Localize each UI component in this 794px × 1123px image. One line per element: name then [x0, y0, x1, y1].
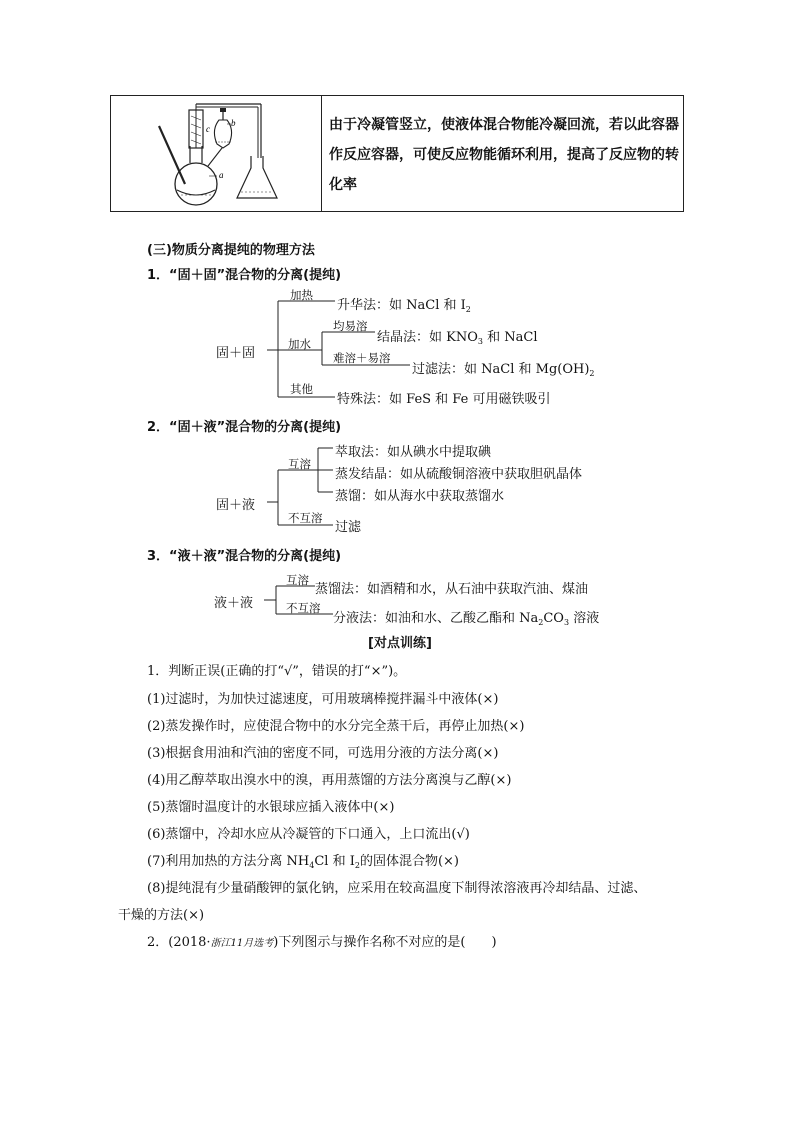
tree1-leaf-sublimation	[337, 294, 471, 314]
sub2-title: 2．“固＋液”混合物的分离(提纯)	[147, 420, 342, 435]
subscript-3: 3	[477, 337, 483, 346]
tree2-leaf-filter: 过滤	[335, 520, 362, 535]
tree1-label-insoluble-soluble: 难溶＋易溶	[333, 351, 391, 365]
tree1-leaf-special: 特殊法：如 FeS 和 Fe 可用磁铁吸引	[337, 392, 551, 407]
tree3-leaf-separation-mid: CO	[543, 611, 564, 626]
subscript-4: 4	[309, 861, 315, 870]
tree1-label-soluble: 均易溶	[333, 319, 368, 333]
section-heading: (三)物质分离提纯的物理方法	[147, 243, 315, 258]
table-description: 由于冷凝管竖立，使液体混合物能冷凝回流，若以此容器作反应容器，可使反应物能循环利用，提高了反应物的转化率	[329, 117, 679, 193]
tree1-leaf-crystallization	[377, 326, 537, 346]
q1-item-7-mid: Cl 和 I	[314, 854, 355, 869]
q2-pre: 2．(2018·	[147, 935, 211, 950]
sub3-title: 3．“液＋液”混合物的分离(提纯)	[147, 549, 342, 564]
tree1-label-water: 加水	[288, 337, 311, 351]
tree2-label-miscible: 互溶	[288, 457, 311, 471]
sub1-title: 1．“固＋固”混合物的分离(提纯)	[147, 268, 342, 283]
subscript-3b: 3	[563, 618, 570, 627]
q1-item-8-line2: 干燥的方法(×)	[118, 908, 205, 923]
label-a: a	[219, 170, 224, 180]
q1-item-3: (3)根据食用油和汽油的密度不同，可选用分液的方法分离(×)	[147, 746, 499, 761]
subscript-2c: 2	[538, 618, 544, 627]
tree3-leaf-separation-after: 溶液	[569, 611, 600, 626]
q1-item-4: (4)用乙醇萃取出溴水中的溴，再用蒸馏的方法分离溴与乙醇(×)	[147, 773, 512, 788]
tree1-leaf-sublimation-text: 升华法：如 NaCl 和 I	[337, 298, 466, 313]
q2-source: 浙江11月选考	[210, 938, 274, 949]
q2	[147, 931, 497, 950]
subscript-2: 2	[465, 305, 471, 314]
tree2-leaf-extraction: 萃取法：如从碘水中提取碘	[335, 445, 492, 460]
tree3-label-immiscible: 不互溶	[286, 601, 321, 615]
tree1-root: 固＋固	[216, 346, 256, 361]
q1-item-7-pre: (7)利用加热的方法分离 NH	[147, 854, 310, 869]
tree2-root: 固＋液	[216, 498, 256, 513]
tree3-leaf-separation	[333, 607, 599, 627]
tree1-leaf-filtration	[412, 358, 595, 378]
tree2-leaf-evaporation: 蒸发结晶：如从硫酸铜溶液中获取胆矾晶体	[335, 467, 583, 482]
tree3-label-miscible: 互溶	[286, 573, 309, 587]
tree3-leaf-distillation: 蒸馏法：如酒精和水，从石油中获取汽油、煤油	[315, 582, 589, 597]
tree1-label-heat: 加热	[290, 288, 313, 302]
q1-item-6: (6)蒸馏中，冷却水应从冷凝管的下口通入，上口流出(√)	[147, 827, 470, 842]
q1-item-8-line1: (8)提纯混有少量硝酸钾的氯化钠，应采用在较高温度下制得浓溶液再冷却结晶、过滤、	[147, 881, 647, 896]
tree1-leaf-crystallization-text: 结晶法：如 KNO	[377, 330, 478, 345]
label-c: c	[206, 124, 210, 134]
q1-item-1: (1)过滤时，为加快过滤速度，可用玻璃棒搅拌漏斗中液体(×)	[147, 692, 499, 707]
tree3-root: 液＋液	[214, 596, 254, 611]
training-title: [对点训练]	[368, 636, 432, 651]
q1-item-5: (5)蒸馏时温度计的水银球应插入液体中(×)	[147, 800, 395, 815]
tree1-leaf-crystallization-after: 和 NaCl	[482, 330, 538, 345]
q2-post: )下列图示与操作名称不对应的是( )	[273, 935, 497, 950]
subscript-2b: 2	[589, 369, 595, 378]
tree3-leaf-separation-text: 分液法：如油和水、乙酸乙酯和 Na	[333, 611, 539, 626]
tree1-label-other: 其他	[290, 382, 313, 396]
tree1-leaf-filtration-text: 过滤法：如 NaCl 和 Mg(OH)	[412, 362, 590, 377]
q1-item-2: (2)蒸发操作时，应使混合物中的水分完全蒸干后，再停止加热(×)	[147, 719, 525, 734]
q1-item-7-post: 的固体混合物(×)	[359, 854, 460, 869]
q1-item-7	[147, 850, 459, 870]
subscript-2d: 2	[354, 861, 360, 870]
tree2-leaf-distillation: 蒸馏：如从海水中获取蒸馏水	[335, 489, 505, 504]
label-b: b	[231, 118, 236, 128]
tree2-label-immiscible: 不互溶	[288, 511, 323, 525]
q1-intro: 1．判断正误(正确的打“√”，错误的打“×”)。	[147, 664, 407, 679]
